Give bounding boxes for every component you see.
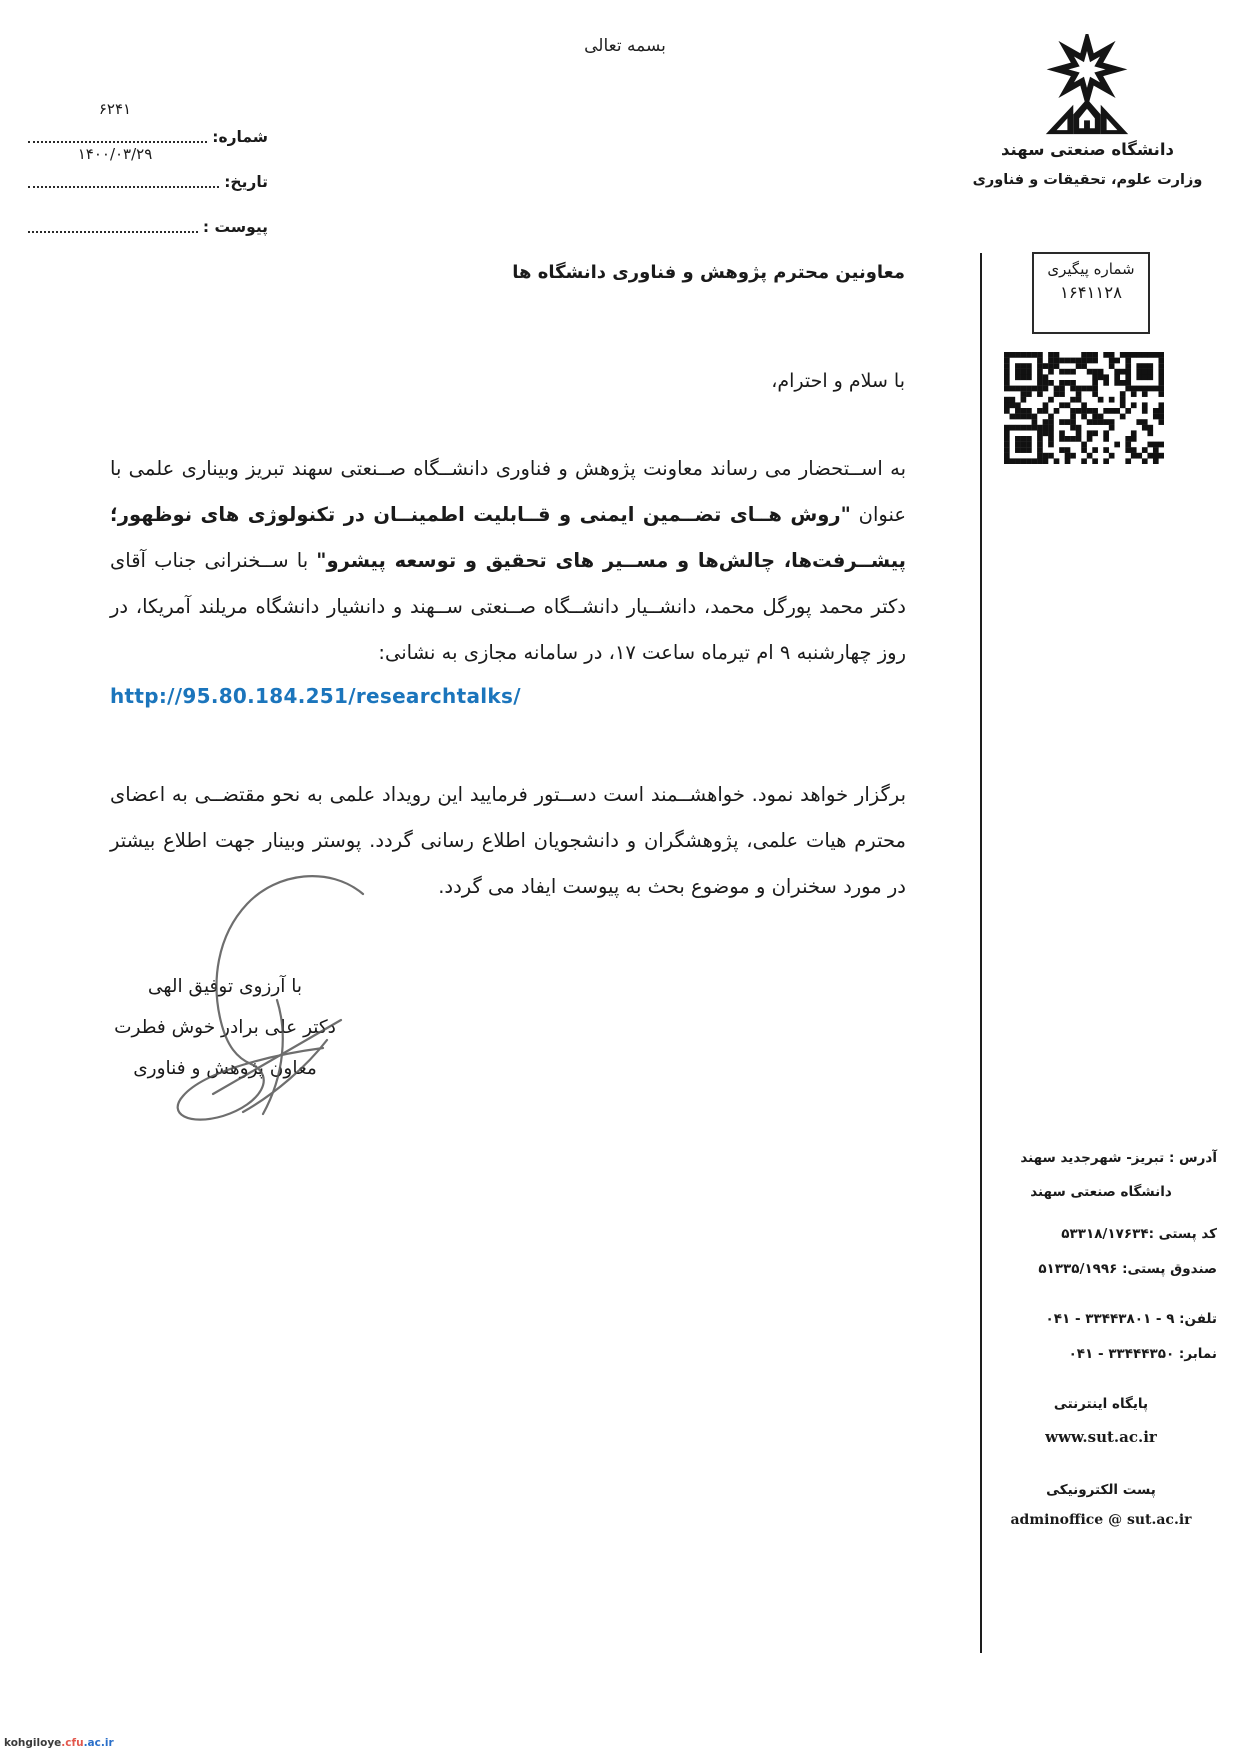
watermark-tld: .ac.ir: [83, 1737, 114, 1749]
footer-address-line2: دانشگاه صنعتی سهند: [1030, 1184, 1172, 1200]
webinar-title-text: "روش هــای تضــمین ایمنی و قــابلیت اطمینــان در تکنولوژی های نوظهور؛ پیشــرفت‌ها، چالش‌ها و مســیر های تحقیق و توسعه پیشرو": [110, 502, 906, 572]
ref-number-label: شماره:: [212, 128, 268, 146]
ref-date-value: ۱۴۰۰/۰۳/۲۹: [77, 145, 153, 163]
tracking-number-box: [1032, 252, 1150, 334]
signatory-name: دکتر علی برادر خوش فطرت: [114, 1017, 336, 1038]
body-intro-text: به اســتحضار می رساند معاونت پژوهش و فناوری دانشــگاه صــنعتی سهند تبریز وبیناری علمی با عنوان: [110, 456, 906, 526]
watermark-mid: .cfu: [61, 1737, 84, 1749]
body-paragraph-1: [110, 446, 906, 676]
footer-address-line1: آدرس : تبریز- شهرجدید سهند: [1020, 1150, 1217, 1166]
watermark-site: kohgiloye: [4, 1737, 62, 1749]
signature-block: [92, 966, 358, 1089]
watermark: [4, 1737, 114, 1749]
signatory-title: معاون پژوهش و فناوری: [133, 1058, 317, 1079]
ref-attachment-dotted-line: [28, 231, 198, 233]
ref-number-value: ۶۲۴۱: [98, 100, 132, 118]
ref-date-label: تاریخ:: [224, 173, 268, 191]
recipient-heading: معاونین محترم پژوهش و فناوری دانشگاه ها: [512, 262, 905, 283]
ref-number-dotted-line: [28, 141, 207, 143]
footer-website-label: پایگاه اینترنتی: [1053, 1396, 1149, 1412]
body-paragraph-2: برگزار خواهد نمود. خواهشــمند است دســتور فرمایید این رویداد علمی به نحو مقتضــی به اعضای محترم هیات علمی، پژوهشگران و دانشجویان اطلاع رسانی گردد. پوستر وبینار جهت اطلاع بیشتر در مورد سخنران و موضوع بحث به پیوست ایفاد می گردد.: [110, 782, 906, 898]
tracking-label: شماره پیگیری: [1047, 260, 1135, 278]
vertical-divider: [980, 253, 982, 1653]
ref-date-dotted-line: [28, 186, 219, 188]
signature-wish: با آرزوی توفیق الهی: [147, 976, 303, 997]
ministry-name: وزارت علوم، تحقیقات و فناوری: [972, 172, 1203, 188]
footer-website-url[interactable]: www.sut.ac.ir: [1045, 1428, 1157, 1446]
footer-email-label: پست الکترونیکی: [1046, 1482, 1156, 1498]
ref-attachment-label: پیوست :: [202, 218, 268, 236]
bismillah-header: بسمه تعالی: [584, 36, 666, 56]
tracking-number: ۱۶۴۱۱۲۸: [1059, 283, 1123, 302]
footer-email[interactable]: adminoffice @ sut.ac.ir: [1010, 1512, 1192, 1528]
footer-po-box: صندوق پستی: ۵۱۳۳۵/۱۹۹۶: [1038, 1261, 1217, 1277]
ref-number-row: [28, 100, 268, 146]
body-after-title-text: با ســخنرانی جناب آقای دکتر محمد پورگل محمد، دانشــیار دانشــگاه صــنعتی ســهند و دانشیار دانشگاه مریلند آمریکا، در روز چهارشنبه ۹ ام تیرماه ساعت ۱۷، در سامانه مجازی به نشانی:: [110, 548, 906, 664]
qr-code: [1004, 352, 1164, 464]
university-logo-icon: [1038, 34, 1136, 146]
ref-attachment-row: [28, 210, 268, 236]
footer-postal-code: کد پستی :۵۳۳۱۸/۱۷۶۳۴: [1061, 1226, 1217, 1242]
footer-phone: تلفن: ۹ - ۳۳۴۴۳۸۰۱ - ۰۴۱: [1045, 1311, 1217, 1327]
webinar-url-link[interactable]: http://95.80.184.251/researchtalks/: [110, 684, 521, 708]
university-name: دانشگاه صنعتی سهند: [1001, 140, 1174, 159]
salutation: با سلام و احترام،: [771, 370, 905, 392]
ref-date-row: [28, 145, 268, 191]
footer-fax: نمابر: ۳۳۴۴۴۳۵۰ - ۰۴۱: [1068, 1346, 1217, 1362]
